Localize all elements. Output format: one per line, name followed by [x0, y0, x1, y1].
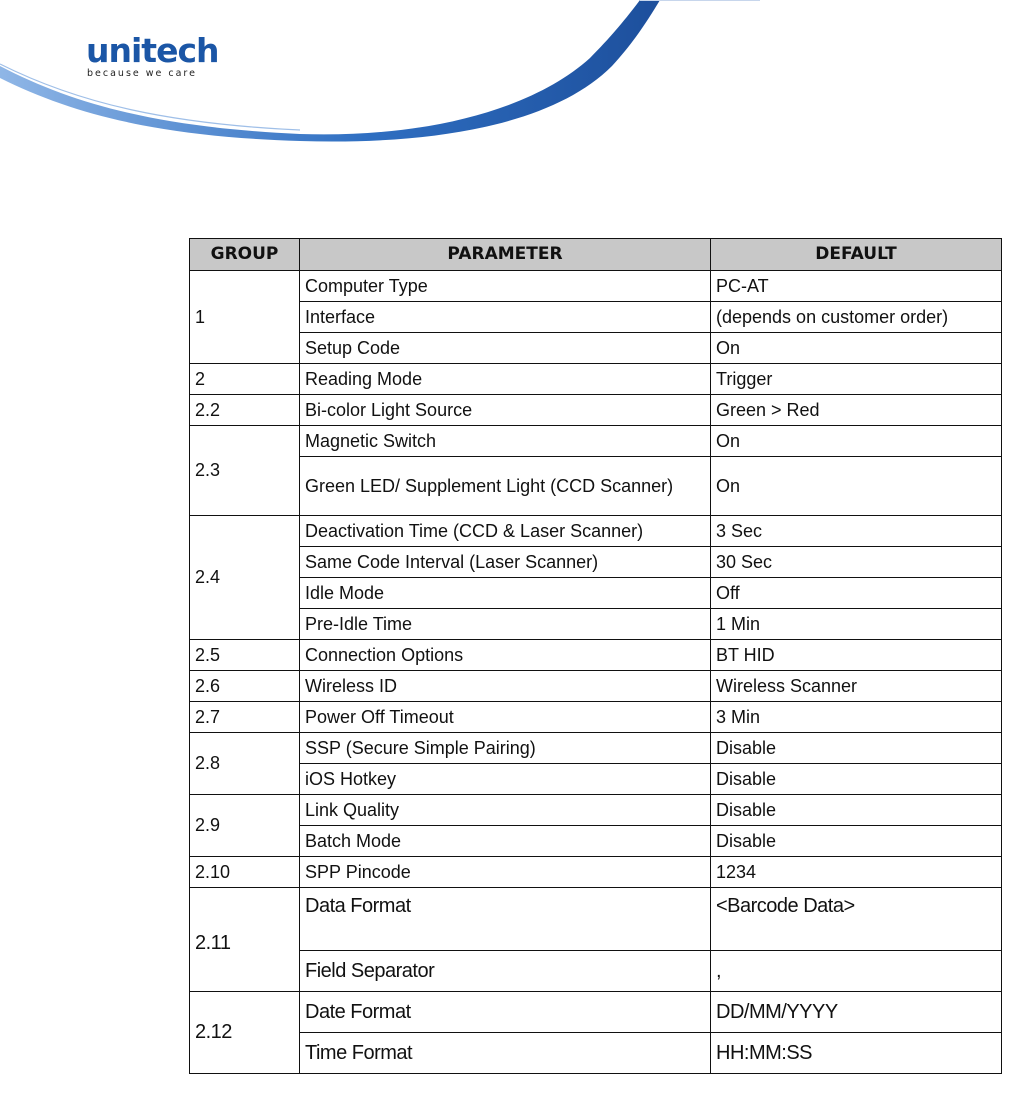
table-row: [190, 702, 1002, 733]
logo-tagline: because we care: [87, 68, 197, 79]
header-group: GROUP: [190, 239, 300, 271]
table-row: [190, 609, 1002, 640]
default-cell: Disable: [711, 795, 1002, 826]
parameter-cell: SPP Pincode: [300, 857, 711, 888]
default-cell: Trigger: [711, 364, 1002, 395]
default-cell: Disable: [711, 733, 1002, 764]
default-cell: On: [711, 457, 1002, 516]
default-cell: DD/MM/YYYY: [711, 992, 1002, 1033]
table-row: [190, 271, 1002, 302]
parameter-cell: Interface: [300, 302, 711, 333]
parameter-cell: Wireless ID: [300, 671, 711, 702]
table-row: [190, 733, 1002, 764]
default-cell: 3 Min: [711, 702, 1002, 733]
group-cell: 2: [190, 364, 300, 395]
default-cell: ,: [711, 951, 1002, 992]
default-cell: Disable: [711, 764, 1002, 795]
default-cell: 3 Sec: [711, 516, 1002, 547]
parameter-cell: Field Separator: [300, 951, 711, 992]
group-cell: 2.8: [190, 733, 300, 795]
table-row: [190, 395, 1002, 426]
parameter-cell: Batch Mode: [300, 826, 711, 857]
parameter-cell: Date Format: [300, 992, 711, 1033]
default-cell: Wireless Scanner: [711, 671, 1002, 702]
group-cell: 2.4: [190, 516, 300, 640]
group-cell: 2.11: [190, 888, 300, 992]
default-cell: <Barcode Data>: [711, 888, 1002, 951]
parameter-cell: Connection Options: [300, 640, 711, 671]
table-row: [190, 302, 1002, 333]
table-row: [190, 516, 1002, 547]
table-row: [190, 951, 1002, 992]
group-cell: 1: [190, 271, 300, 364]
group-cell: 2.2: [190, 395, 300, 426]
default-cell: Disable: [711, 826, 1002, 857]
group-cell: 2.7: [190, 702, 300, 733]
unitech-logo: [86, 31, 219, 79]
parameter-cell: Reading Mode: [300, 364, 711, 395]
default-cell: Off: [711, 578, 1002, 609]
header-default: DEFAULT: [711, 239, 1002, 271]
table-row: [190, 547, 1002, 578]
default-cell: (depends on customer order): [711, 302, 1002, 333]
table-row: [190, 764, 1002, 795]
table-header-row: [190, 239, 1002, 271]
default-cell: On: [711, 333, 1002, 364]
table-row: [190, 426, 1002, 457]
default-cell: 30 Sec: [711, 547, 1002, 578]
group-cell: 2.10: [190, 857, 300, 888]
group-cell: 2.12: [190, 992, 300, 1074]
default-cell: 1 Min: [711, 609, 1002, 640]
parameter-cell: Link Quality: [300, 795, 711, 826]
group-cell: 2.6: [190, 671, 300, 702]
table-row: [190, 640, 1002, 671]
table-row: [190, 795, 1002, 826]
table-row: [190, 857, 1002, 888]
default-cell: 1234: [711, 857, 1002, 888]
default-cell: HH:MM:SS: [711, 1033, 1002, 1074]
header-parameter: PARAMETER: [300, 239, 711, 271]
parameter-cell: Deactivation Time (CCD & Laser Scanner): [300, 516, 711, 547]
parameter-cell: iOS Hotkey: [300, 764, 711, 795]
group-cell: 2.3: [190, 426, 300, 516]
parameter-cell: Computer Type: [300, 271, 711, 302]
default-cell: BT HID: [711, 640, 1002, 671]
group-cell: 2.9: [190, 795, 300, 857]
parameter-cell: SSP (Secure Simple Pairing): [300, 733, 711, 764]
parameter-cell: Green LED/ Supplement Light (CCD Scanner): [300, 457, 711, 516]
table-row: [190, 888, 1002, 951]
parameter-cell: Time Format: [300, 1033, 711, 1074]
group-cell: 2.5: [190, 640, 300, 671]
parameter-cell: Pre-Idle Time: [300, 609, 711, 640]
default-cell: Green > Red: [711, 395, 1002, 426]
table-row: [190, 1033, 1002, 1074]
table-row: [190, 992, 1002, 1033]
default-parameters-table: [189, 238, 1002, 1074]
parameter-cell: Magnetic Switch: [300, 426, 711, 457]
table-row: [190, 333, 1002, 364]
logo-wordmark: unitech: [86, 31, 219, 70]
table-row: [190, 457, 1002, 516]
table-row: [190, 578, 1002, 609]
default-cell: PC-AT: [711, 271, 1002, 302]
parameter-cell: Setup Code: [300, 333, 711, 364]
table-row: [190, 826, 1002, 857]
parameter-cell: Data Format: [300, 888, 711, 951]
parameter-cell: Same Code Interval (Laser Scanner): [300, 547, 711, 578]
default-cell: On: [711, 426, 1002, 457]
table-row: [190, 671, 1002, 702]
parameter-cell: Bi-color Light Source: [300, 395, 711, 426]
parameter-cell: Power Off Timeout: [300, 702, 711, 733]
table-row: [190, 364, 1002, 395]
parameter-cell: Idle Mode: [300, 578, 711, 609]
